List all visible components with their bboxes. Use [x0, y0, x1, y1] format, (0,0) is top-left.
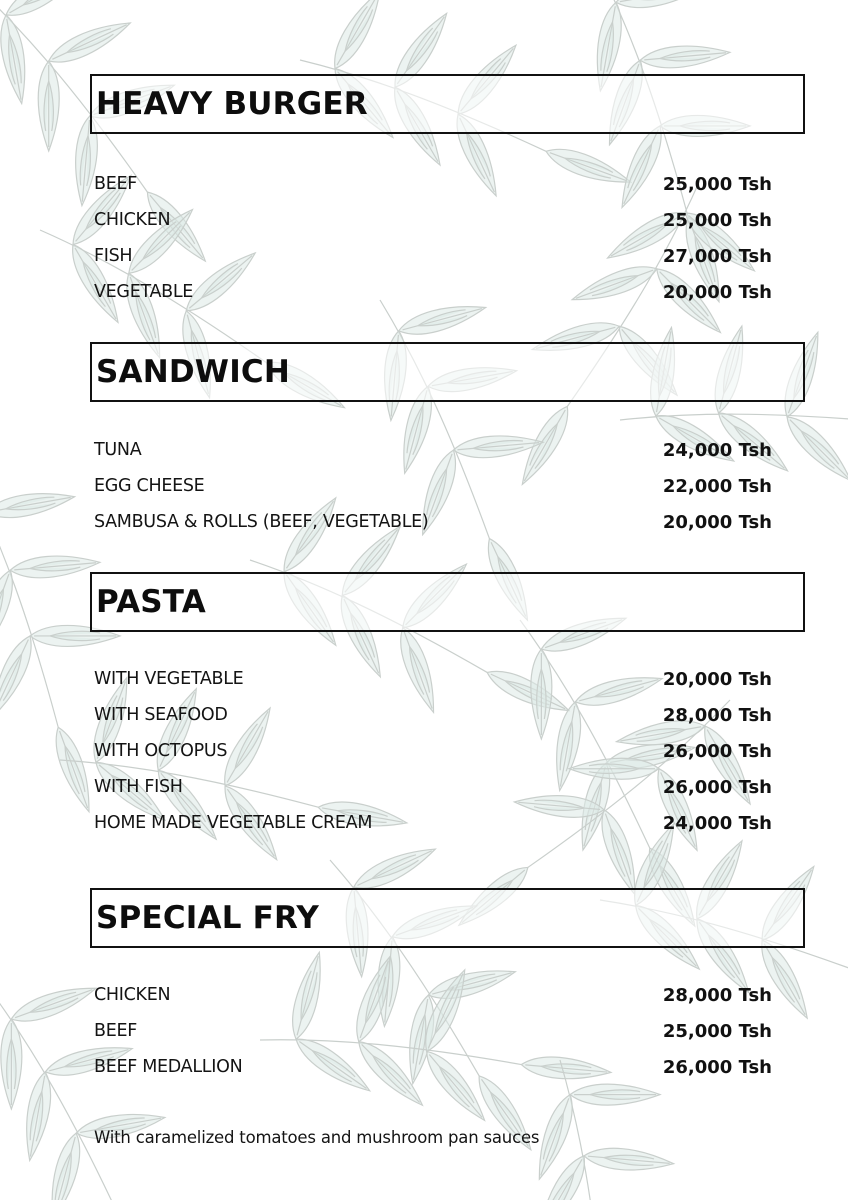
- item-list-pasta: [94, 663, 772, 843]
- item-name: BEEF MEDALLION: [94, 1057, 243, 1077]
- menu-item: [94, 204, 772, 240]
- item-price: 25,000 Tsh: [662, 1021, 772, 1042]
- item-price: 24,000 Tsh: [662, 813, 772, 834]
- menu-item: [94, 663, 772, 699]
- item-price: 24,000 Tsh: [662, 440, 772, 461]
- item-name: TUNA: [94, 440, 142, 460]
- footnote: With caramelized tomatoes and mushroom pan sauces: [94, 1128, 540, 1147]
- menu-item: [94, 979, 772, 1015]
- menu-item: [94, 699, 772, 735]
- item-name: VEGETABLE: [94, 282, 194, 302]
- item-price: 20,000 Tsh: [662, 282, 772, 303]
- section-header-pasta: [90, 572, 805, 632]
- item-price: 26,000 Tsh: [662, 1057, 772, 1078]
- item-name: FISH: [94, 246, 133, 266]
- item-list-special-fry: [94, 979, 772, 1087]
- item-name: BEEF: [94, 174, 137, 194]
- item-price: 28,000 Tsh: [662, 985, 772, 1006]
- item-name: HOME MADE VEGETABLE CREAM: [94, 813, 373, 833]
- item-name: EGG CHEESE: [94, 476, 205, 496]
- section-header-special-fry: [90, 888, 805, 948]
- item-price: 25,000 Tsh: [662, 210, 772, 231]
- item-price: 27,000 Tsh: [662, 246, 772, 267]
- menu-item: [94, 168, 772, 204]
- menu-item: [94, 240, 772, 276]
- item-name: BEEF: [94, 1021, 137, 1041]
- menu-item: [94, 735, 772, 771]
- item-name: WITH OCTOPUS: [94, 741, 228, 761]
- menu-item: [94, 276, 772, 312]
- item-price: 28,000 Tsh: [662, 705, 772, 726]
- item-price: 25,000 Tsh: [662, 174, 772, 195]
- item-price: 20,000 Tsh: [662, 512, 772, 533]
- menu-item: [94, 771, 772, 807]
- item-name: SAMBUSA & ROLLS (BEEF, VEGETABLE): [94, 512, 429, 532]
- menu-item: [94, 1015, 772, 1051]
- menu-item: [94, 1051, 772, 1087]
- menu-item: [94, 434, 772, 470]
- menu-item: [94, 470, 772, 506]
- section-header-sandwich: [90, 342, 805, 402]
- item-price: 26,000 Tsh: [662, 777, 772, 798]
- item-name: CHICKEN: [94, 985, 171, 1005]
- section-title: SPECIAL FRY: [96, 900, 320, 936]
- section-title: PASTA: [96, 584, 206, 620]
- item-name: WITH VEGETABLE: [94, 669, 244, 689]
- item-list-sandwich: [94, 434, 772, 542]
- item-price: 26,000 Tsh: [662, 741, 772, 762]
- item-list-heavy-burger: [94, 168, 772, 312]
- menu-item: [94, 506, 772, 542]
- menu-item: [94, 807, 772, 843]
- item-name: WITH FISH: [94, 777, 183, 797]
- section-title: SANDWICH: [96, 354, 291, 390]
- section-title: HEAVY BURGER: [96, 86, 368, 122]
- item-price: 20,000 Tsh: [662, 669, 772, 690]
- item-name: CHICKEN: [94, 210, 171, 230]
- item-price: 22,000 Tsh: [662, 476, 772, 497]
- section-header-heavy-burger: [90, 74, 805, 134]
- item-name: WITH SEAFOOD: [94, 705, 228, 725]
